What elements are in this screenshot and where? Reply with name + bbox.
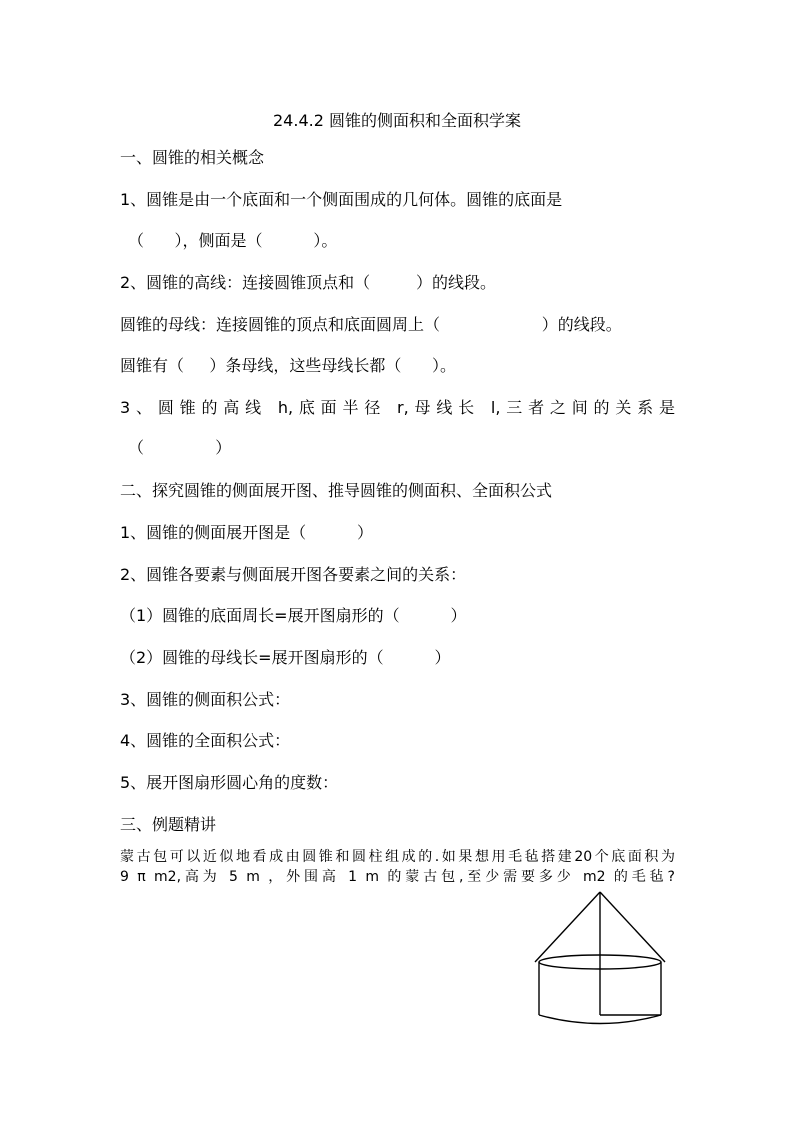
example-text-line-2: 9 π m2,高为 5 m ，外围高 1 m 的蒙古包,至少需要多少 m2 的毛毡? (120, 869, 675, 885)
section2-question-2-2: （2）圆锥的母线长=展开图扇形的（ ） (120, 648, 451, 667)
page-title: 24.4.2 圆锥的侧面积和全面积学案 (273, 111, 521, 130)
section2-question-1: 1、圆锥的侧面展开图是（ ） (120, 523, 374, 542)
section3-heading: 三、例题精讲 (120, 815, 217, 834)
cylinder-bottom-arc (539, 1015, 661, 1024)
question-3-line-2: （ ） (128, 438, 232, 457)
section2-question-3: 3、圆锥的侧面积公式： (120, 690, 291, 709)
question-2-line-1: 2、圆锥的高线：连接圆锥顶点和（ ）的线段。 (120, 273, 496, 292)
question-2-line-2: 圆锥的母线：连接圆锥的顶点和底面圆周上（ ）的线段。 (120, 315, 622, 334)
cone-left-slant (535, 892, 600, 962)
section2-heading: 二、探究圆锥的侧面展开图、推导圆锥的侧面积、全面积公式 (120, 481, 553, 500)
yurt-diagram (530, 890, 670, 1030)
section2-question-2: 2、圆锥各要素与侧面展开图各要素之间的关系： (120, 565, 467, 584)
question-1-line-2: （ ），侧面是（ ）。 (128, 231, 338, 250)
section1-heading: 一、圆锥的相关概念 (120, 148, 265, 167)
cone-right-slant (600, 892, 665, 962)
question-2-line-3: 圆锥有（ ）条母线，这些母线长都（ ）。 (120, 356, 456, 375)
question-1-line-1: 1、圆锥是由一个底面和一个侧面围成的几何体。圆锥的底面是 (120, 190, 563, 209)
example-text-line-1: 蒙古包可以近似地看成由圆锥和圆柱组成的.如果想用毛毡搭建20个底面积为 (120, 849, 675, 865)
section2-question-2-1: （1）圆锥的底面周长=展开图扇形的（ ） (120, 606, 467, 625)
question-3-line-1: 3、圆锥的高线 h,底面半径 r,母线长 l,三者之间的关系是 (120, 398, 675, 417)
section2-question-4: 4、圆锥的全面积公式： (120, 731, 291, 750)
section2-question-5: 5、展开图扇形圆心角的度数： (120, 773, 339, 792)
